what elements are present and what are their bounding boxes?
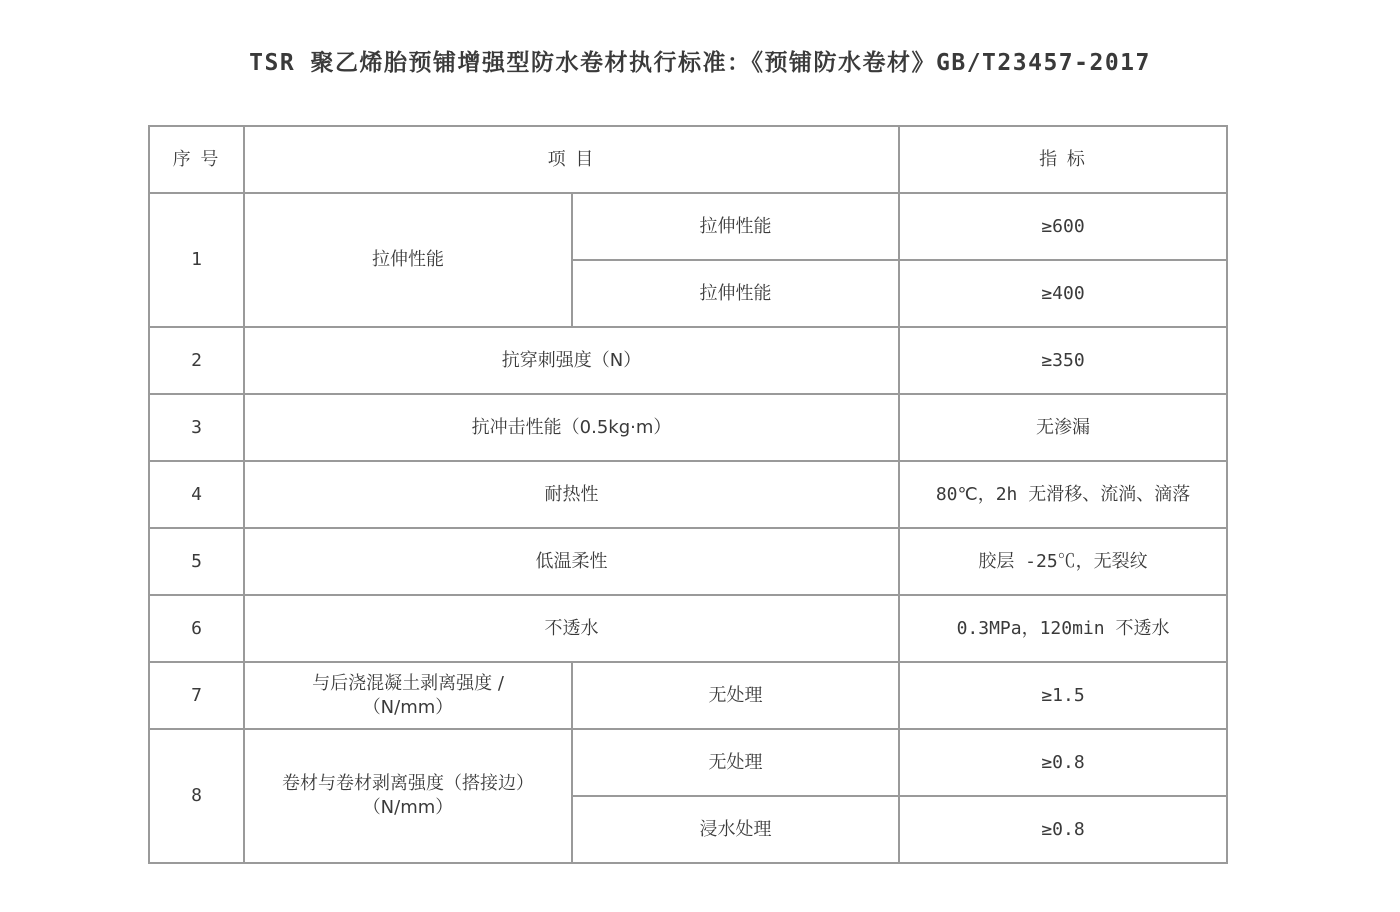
row-subitem: 浸水处理 bbox=[572, 796, 899, 863]
page-title: TSR 聚乙烯胎预铺增强型防水卷材执行标准：《预铺防水卷材》GB/T23457-2017 bbox=[249, 50, 1151, 76]
header-item: 项 目 bbox=[244, 126, 899, 193]
row-value: ≥350 bbox=[899, 327, 1227, 394]
row-no: 1 bbox=[149, 193, 244, 327]
row-value: 无渗漏 bbox=[899, 394, 1227, 461]
table-row bbox=[149, 595, 1227, 662]
row-no: 8 bbox=[149, 729, 244, 863]
table-header-row bbox=[149, 126, 1227, 193]
row-value: ≥0.8 bbox=[899, 796, 1227, 863]
row-subitem: 拉伸性能 bbox=[572, 260, 899, 327]
table-row bbox=[149, 461, 1227, 528]
row-value: 80℃，2h 无滑移、流淌、滴落 bbox=[899, 461, 1227, 528]
row-value: ≥0.8 bbox=[899, 729, 1227, 796]
table-row bbox=[149, 327, 1227, 394]
row-no: 3 bbox=[149, 394, 244, 461]
row-value: ≥400 bbox=[899, 260, 1227, 327]
header-no: 序 号 bbox=[149, 126, 244, 193]
header-value: 指 标 bbox=[899, 126, 1227, 193]
row-value: ≥1.5 bbox=[899, 662, 1227, 729]
row-item: 抗冲击性能（0.5kg·m） bbox=[244, 394, 899, 461]
row-item: 拉伸性能 bbox=[244, 193, 572, 327]
row-no: 7 bbox=[149, 662, 244, 729]
row-no: 5 bbox=[149, 528, 244, 595]
table-row bbox=[149, 394, 1227, 461]
row-item bbox=[244, 729, 572, 863]
row-item: 抗穿刺强度（N） bbox=[244, 327, 899, 394]
row-item-line2: （N/mm） bbox=[362, 797, 454, 818]
standard-table bbox=[148, 125, 1228, 864]
row-no: 2 bbox=[149, 327, 244, 394]
row-item bbox=[244, 662, 572, 729]
row-item-line1: 卷材与卷材剥离强度（搭接边） bbox=[282, 773, 534, 794]
table-row bbox=[149, 528, 1227, 595]
row-item: 低温柔性 bbox=[244, 528, 899, 595]
row-no: 4 bbox=[149, 461, 244, 528]
row-subitem: 无处理 bbox=[572, 662, 899, 729]
row-item-line2: （N/mm） bbox=[362, 696, 454, 718]
table-row bbox=[149, 729, 1227, 796]
row-value: ≥600 bbox=[899, 193, 1227, 260]
table-row bbox=[149, 662, 1227, 729]
row-subitem: 无处理 bbox=[572, 729, 899, 796]
row-value: 胶层 -25℃，无裂纹 bbox=[899, 528, 1227, 595]
row-item-line1: 与后浇混凝土剥离强度 / bbox=[312, 672, 504, 694]
table-row bbox=[149, 193, 1227, 260]
row-value: 0.3MPa，120min 不透水 bbox=[899, 595, 1227, 662]
row-item: 耐热性 bbox=[244, 461, 899, 528]
row-no: 6 bbox=[149, 595, 244, 662]
row-subitem: 拉伸性能 bbox=[572, 193, 899, 260]
row-item: 不透水 bbox=[244, 595, 899, 662]
